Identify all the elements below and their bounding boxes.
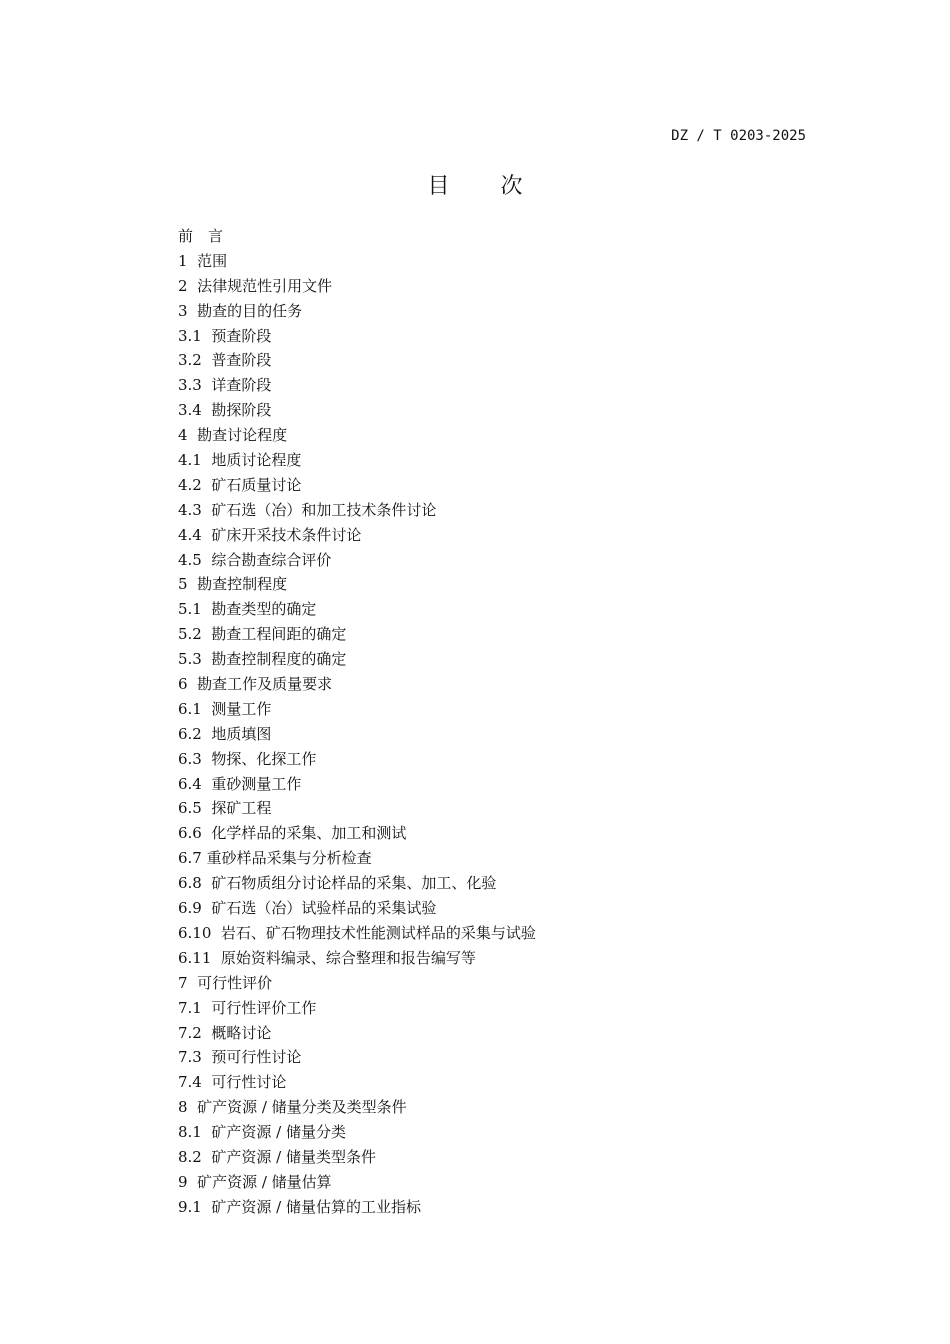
toc-entry[interactable]: 4.4 矿床开采技术条件讨论 [178, 525, 362, 544]
toc-entry[interactable]: 3.1 预查阶段 [178, 326, 272, 345]
toc-entry[interactable]: 6.4 重砂测量工作 [178, 774, 302, 793]
table-of-contents [178, 224, 818, 1220]
toc-entry[interactable]: 7.4 可行性讨论 [178, 1073, 287, 1092]
toc-entry[interactable]: 6 勘查工作及质量要求 [178, 675, 333, 694]
toc-entry[interactable]: 1 范围 [178, 251, 228, 270]
toc-entry[interactable]: 9 矿产资源 / 储量估算 [178, 1172, 332, 1191]
toc-entry[interactable]: 6.5 探矿工程 [178, 799, 272, 818]
toc-entry[interactable]: 5 勘查控制程度 [178, 575, 288, 594]
toc-entry[interactable]: 4.3 矿石选（冶）和加工技术条件讨论 [178, 500, 437, 519]
toc-entry[interactable]: 6.1 测量工作 [178, 699, 272, 718]
toc-entry[interactable]: 6.6 化学样品的采集、加工和测试 [178, 824, 407, 843]
toc-entry[interactable]: 前 言 [178, 227, 224, 245]
toc-entry[interactable]: 3.2 普查阶段 [178, 351, 272, 370]
toc-entry[interactable]: 6.7 重砂样品采集与分析检查 [178, 849, 372, 868]
toc-entry[interactable]: 3 勘查的目的任务 [178, 301, 303, 320]
toc-entry[interactable]: 6.3 物探、化探工作 [178, 749, 317, 768]
toc-entry[interactable]: 7 可行性评价 [178, 973, 273, 992]
toc-entry[interactable]: 9.1 矿产资源 / 储量估算的工业指标 [178, 1197, 421, 1216]
toc-entry[interactable]: 4.2 矿石质量讨论 [178, 475, 302, 494]
page-title: 目 次 [427, 174, 545, 199]
toc-entry[interactable]: 8 矿产资源 / 储量分类及类型条件 [178, 1098, 407, 1117]
toc-entry[interactable]: 3.3 详查阶段 [178, 376, 272, 395]
toc-entry[interactable]: 4.1 地质讨论程度 [178, 451, 302, 470]
toc-entry[interactable]: 7.1 可行性评价工作 [178, 998, 317, 1017]
toc-entry[interactable]: 4.5 综合勘查综合评价 [178, 550, 332, 569]
toc-entry[interactable]: 7.3 预可行性讨论 [178, 1048, 302, 1067]
toc-entry[interactable]: 4 勘查讨论程度 [178, 426, 288, 445]
toc-entry[interactable]: 6.2 地质填图 [178, 724, 272, 743]
document-code: DZ / T 0203-2025 [671, 128, 806, 144]
toc-entry[interactable]: 6.11 原始资料编录、综合整理和报告编写等 [178, 948, 476, 967]
toc-entry[interactable]: 7.2 概略讨论 [178, 1023, 272, 1042]
toc-entry[interactable]: 8.1 矿产资源 / 储量分类 [178, 1123, 346, 1142]
toc-entry[interactable]: 5.2 勘查工程间距的确定 [178, 625, 347, 644]
toc-entry[interactable]: 8.2 矿产资源 / 储量类型条件 [178, 1147, 376, 1166]
toc-entry[interactable]: 3.4 勘探阶段 [178, 401, 272, 420]
toc-entry[interactable]: 6.9 矿石选（冶）试验样品的采集试验 [178, 899, 437, 918]
toc-entry[interactable]: 5.1 勘查类型的确定 [178, 600, 317, 619]
toc-entry[interactable]: 5.3 勘查控制程度的确定 [178, 650, 347, 669]
toc-entry[interactable]: 2 法律规范性引用文件 [178, 276, 333, 295]
toc-entry[interactable]: 6.8 矿石物质组分讨论样品的采集、加工、化验 [178, 874, 497, 893]
toc-entry[interactable]: 6.10 岩石、矿石物理技术性能测试样品的采集与试验 [178, 923, 536, 942]
